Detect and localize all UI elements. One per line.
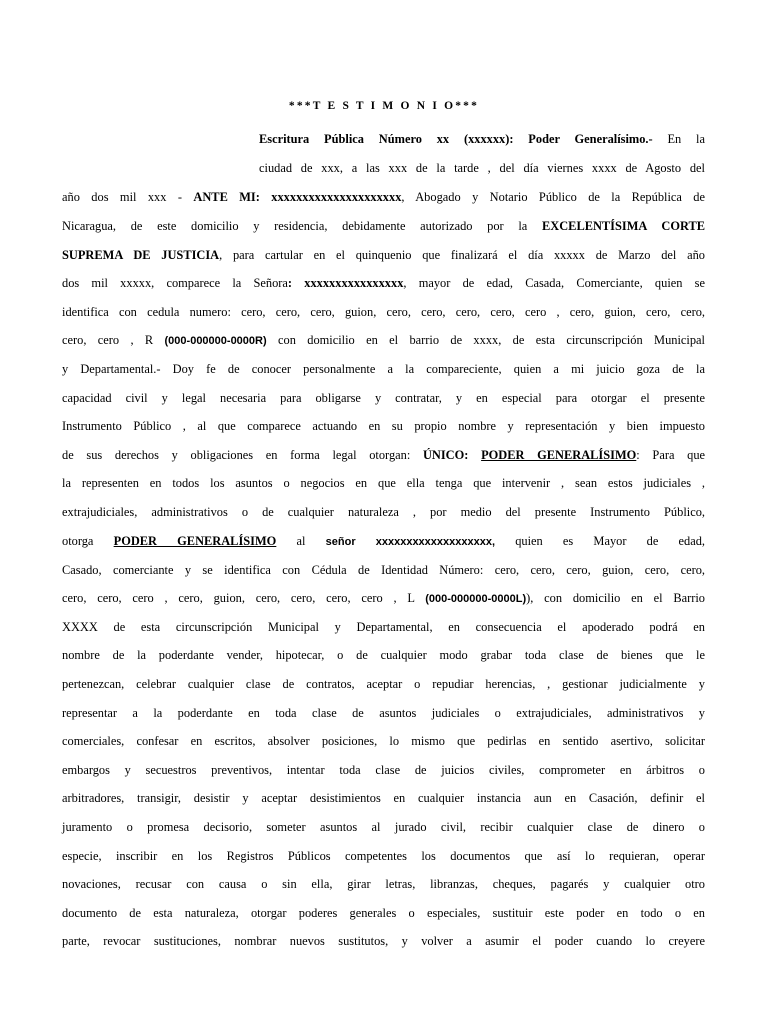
text-line: Escritura Pública Número xx (xxxxxx): Poder Generalísimo.- En la — [259, 132, 706, 146]
attorney-name: señor xxxxxxxxxxxxxxxxxxx, — [325, 536, 496, 548]
text-line: identifica con cedula numero: cero, cero, cero, guion, cero, cero, cero, cero, cero , cero, guion, cero, cero, — [62, 305, 705, 319]
text-line: juramento o promesa decisorio, someter asuntos al jurado civil, recibir cualquier clase de dinero o — [62, 820, 705, 834]
power-type: PODER GENERALÍSIMO — [481, 448, 637, 462]
text-line: año dos mil xxx - ANTE MI: xxxxxxxxxxxxxxxxxxxxx, Abogado y Notario Público de la República de — [62, 190, 706, 204]
text-line: XXXX de esta circunscripción Municipal y Departamental, en consecuencia el apoderado podrá en — [62, 620, 705, 634]
text-line: representar a la poderdante en toda clase de asuntos judiciales o extrajudiciales, administrativos y — [62, 706, 705, 720]
attorney-id-number: (000-000000-0000L) — [425, 593, 527, 605]
text-line: Instrumento Público , al que comparece actuando en su propio nombre y representación y bien impuesto — [62, 419, 705, 433]
text-line: novaciones, recusar con causa o sin ella, girar letras, libranzas, cheques, pagarés y cualquier otro — [62, 877, 705, 891]
text-line: cero, cero , R (000-000000-0000R) con domicilio en el barrio de xxxx, de esta circunscripción Municipal — [62, 333, 705, 347]
deed-title: Escritura Pública Número xx (xxxxxx): Poder Generalísimo.- — [259, 132, 653, 146]
text-line: embargos y secuestros preventivos, intentar toda clase de juicios civiles, comprometer en árbitros o — [62, 763, 705, 777]
text-line: parte, revocar sustituciones, nombrar nuevos sustitutos, y volver a asumir el poder cuando lo creyere — [62, 934, 705, 948]
notary-name: ANTE MI: xxxxxxxxxxxxxxxxxxxxx — [193, 190, 402, 204]
grantor-id-number: (000-000000-0000R) — [164, 335, 267, 347]
text-line: cero, cero, cero , cero, guion, cero, cero, cero, cero , L (000-000000-0000L)), con domicilio en el Barrio — [62, 591, 705, 605]
text-line: comerciales, confesar en escritos, absolver posiciones, lo mismo que pedirlas en sentido asertivo, solicitar — [62, 734, 705, 748]
text-line: capacidad civil y legal necesaria para obligarse y contratar, y en especial para otorgar el presente — [62, 391, 705, 405]
text-line: especie, inscribir en los Registros Públicos competentes los documentos que así lo requieran, operar — [62, 849, 705, 863]
text-line: pertenezcan, celebrar cualquier clase de contratos, aceptar o repudiar herencias, , gestionar judicialmente y — [62, 677, 705, 691]
text-line: la representen en todos los asuntos o negocios en que ella tenga que intervenir , sean estos judiciales , — [62, 476, 705, 490]
text-line: de sus derechos y obligaciones en forma legal otorgan: ÚNICO: PODER GENERALÍSIMO: Para que — [62, 448, 706, 462]
text-line: otorga PODER GENERALÍSIMO al señor xxxxxxxxxxxxxxxxxxx, quien es Mayor de edad, — [62, 534, 706, 548]
text-line: documento de esta naturaleza, otorgar poderes generales o especiales, sustituir este poder en todo o en — [62, 906, 705, 920]
text-line: Casado, comerciante y se identifica con Cédula de Identidad Número: cero, cero, cero, guion, cero, cero, — [62, 563, 705, 577]
text-line: nombre de la poderdante vender, hipotecar, o de cualquier modo grabar toda clase de bienes que le — [62, 648, 705, 662]
text-line: dos mil xxxxx, comparece la Señora: xxxxxxxxxxxxxxxx, mayor de edad, Casada, Comerciante, quien se — [62, 276, 706, 290]
grantor-name: : xxxxxxxxxxxxxxxx — [287, 276, 404, 290]
text-line: arbitradores, transigir, desistir y aceptar desistimientos en cualquier instancia aun en Casación, definir el — [62, 791, 705, 805]
text-line: extrajudiciales, administrativos o de cualquier naturaleza , por medio del presente Instrumento Público, — [62, 505, 705, 519]
document-heading: ***T E S T I M O N I O*** — [288, 100, 480, 112]
text-line: ciudad de xxx, a las xxx de la tarde , del día viernes xxxx de Agosto del — [259, 161, 705, 175]
text-line: SUPREMA DE JUSTICIA, para cartular en el quinquenio que finalizará el día xxxxx de Marzo del año — [62, 248, 705, 262]
text-line: Nicaragua, de este domicilio y residencia, debidamente autorizado por la EXCELENTÍSIMA CORTE — [62, 219, 706, 233]
text-line: y Departamental.- Doy fe de conocer personalmente a la compareciente, quien a mi juicio goza de la — [62, 362, 705, 376]
